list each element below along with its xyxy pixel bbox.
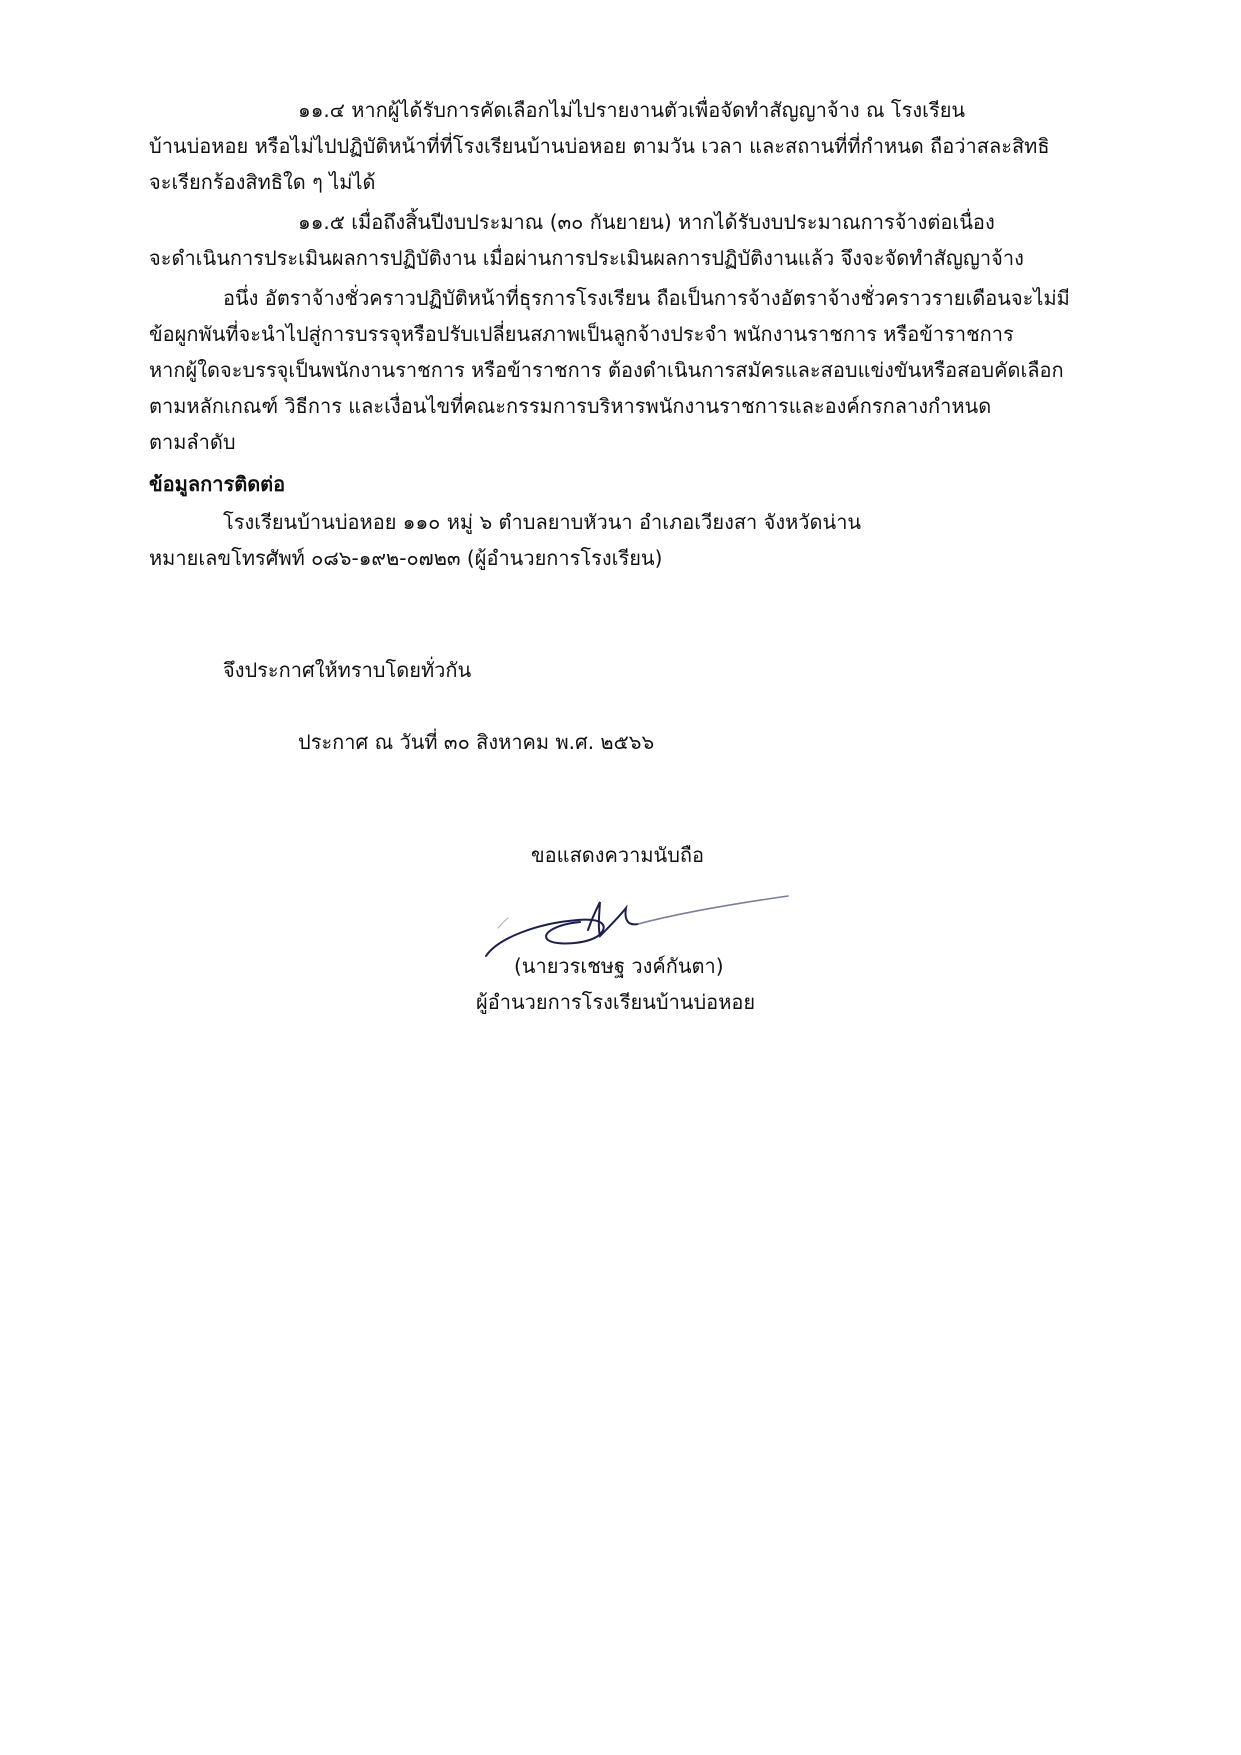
signature-image <box>478 888 798 958</box>
clause-11-5-line-2: จะดำเนินการประเมินผลการปฏิบัติงาน เมื่อผ่านการประเมินผลการปฏิบัติงานแล้ว จึงจะจัดทำสัญญาจ้าง <box>149 246 1024 270</box>
clause-11-4-line-1: ๑๑.๔ หากผู้ได้รับการคัดเลือกไม่ไปรายงานตัวเพื่อจัดทำสัญญาจ้าง ณ โรงเรียน <box>298 98 966 122</box>
note-line-5: ตามลำดับ <box>149 430 236 454</box>
note-line-1: อนึ่ง อัตราจ้างชั่วคราวปฏิบัติหน้าที่ธุรการโรงเรียน ถือเป็นการจ้างอัตราจ้างชั่วคราวรายเดือนจะไม่มี <box>223 286 1070 310</box>
clause-11-4-line-3: จะเรียกร้องสิทธิใด ๆ ไม่ได้ <box>149 170 376 194</box>
contact-phone: หมายเลขโทรศัพท์ ๐๘๖-๑๙๒-๐๗๒๓ (ผู้อำนวยการโรงเรียน) <box>149 546 663 570</box>
note-line-3: หากผู้ใดจะบรรจุเป็นพนักงานราชการ หรือข้าราชการ ต้องดำเนินการสมัครและสอบแข่งขันหรือสอบคัดเลือก <box>149 358 1064 382</box>
clause-11-5-line-1: ๑๑.๕ เมื่อถึงสิ้นปีงบประมาณ (๓๐ กันยายน) หากได้รับงบประมาณการจ้างต่อเนื่อง <box>298 210 995 234</box>
note-line-4: ตามหลักเกณฑ์ วิธีการ และเงื่อนไขที่คณะกรรมการบริหารพนักงานราชการและองค์กรกลางกำหนด <box>149 394 992 418</box>
clause-11-4-line-2: บ้านบ่อหอย หรือไม่ไปปฏิบัติหน้าที่ที่โรงเรียนบ้านบ่อหอย ตามวัน เวลา และสถานที่ที่กำหนด ถือว่าสละสิทธิ <box>149 134 1050 158</box>
contact-address: โรงเรียนบ้านบ่อหอย ๑๑๐ หมู่ ๖ ตำบลยาบหัวนา อำเภอเวียงสา จังหวัดน่าน <box>223 510 862 534</box>
signer-name: (นายวรเชษฐ วงค์กันตา) <box>514 954 724 978</box>
signer-title: ผู้อำนวยการโรงเรียนบ้านบ่อหอย <box>476 990 756 1014</box>
announcement-text: จึงประกาศให้ทราบโดยทั่วกัน <box>223 658 472 682</box>
contact-heading: ข้อมูลการติดต่อ <box>149 472 286 496</box>
note-line-2: ข้อผูกพันที่จะนำไปสู่การบรรจุหรือปรับเปลี่ยนสภาพเป็นลูกจ้างประจำ พนักงานราชการ หรือข้าราชการ <box>149 322 1014 346</box>
announcement-date: ประกาศ ณ วันที่ ๓๐ สิงหาคม พ.ศ. ๒๕๖๖ <box>298 730 655 754</box>
closing-salutation: ขอแสดงความนับถือ <box>531 843 705 867</box>
